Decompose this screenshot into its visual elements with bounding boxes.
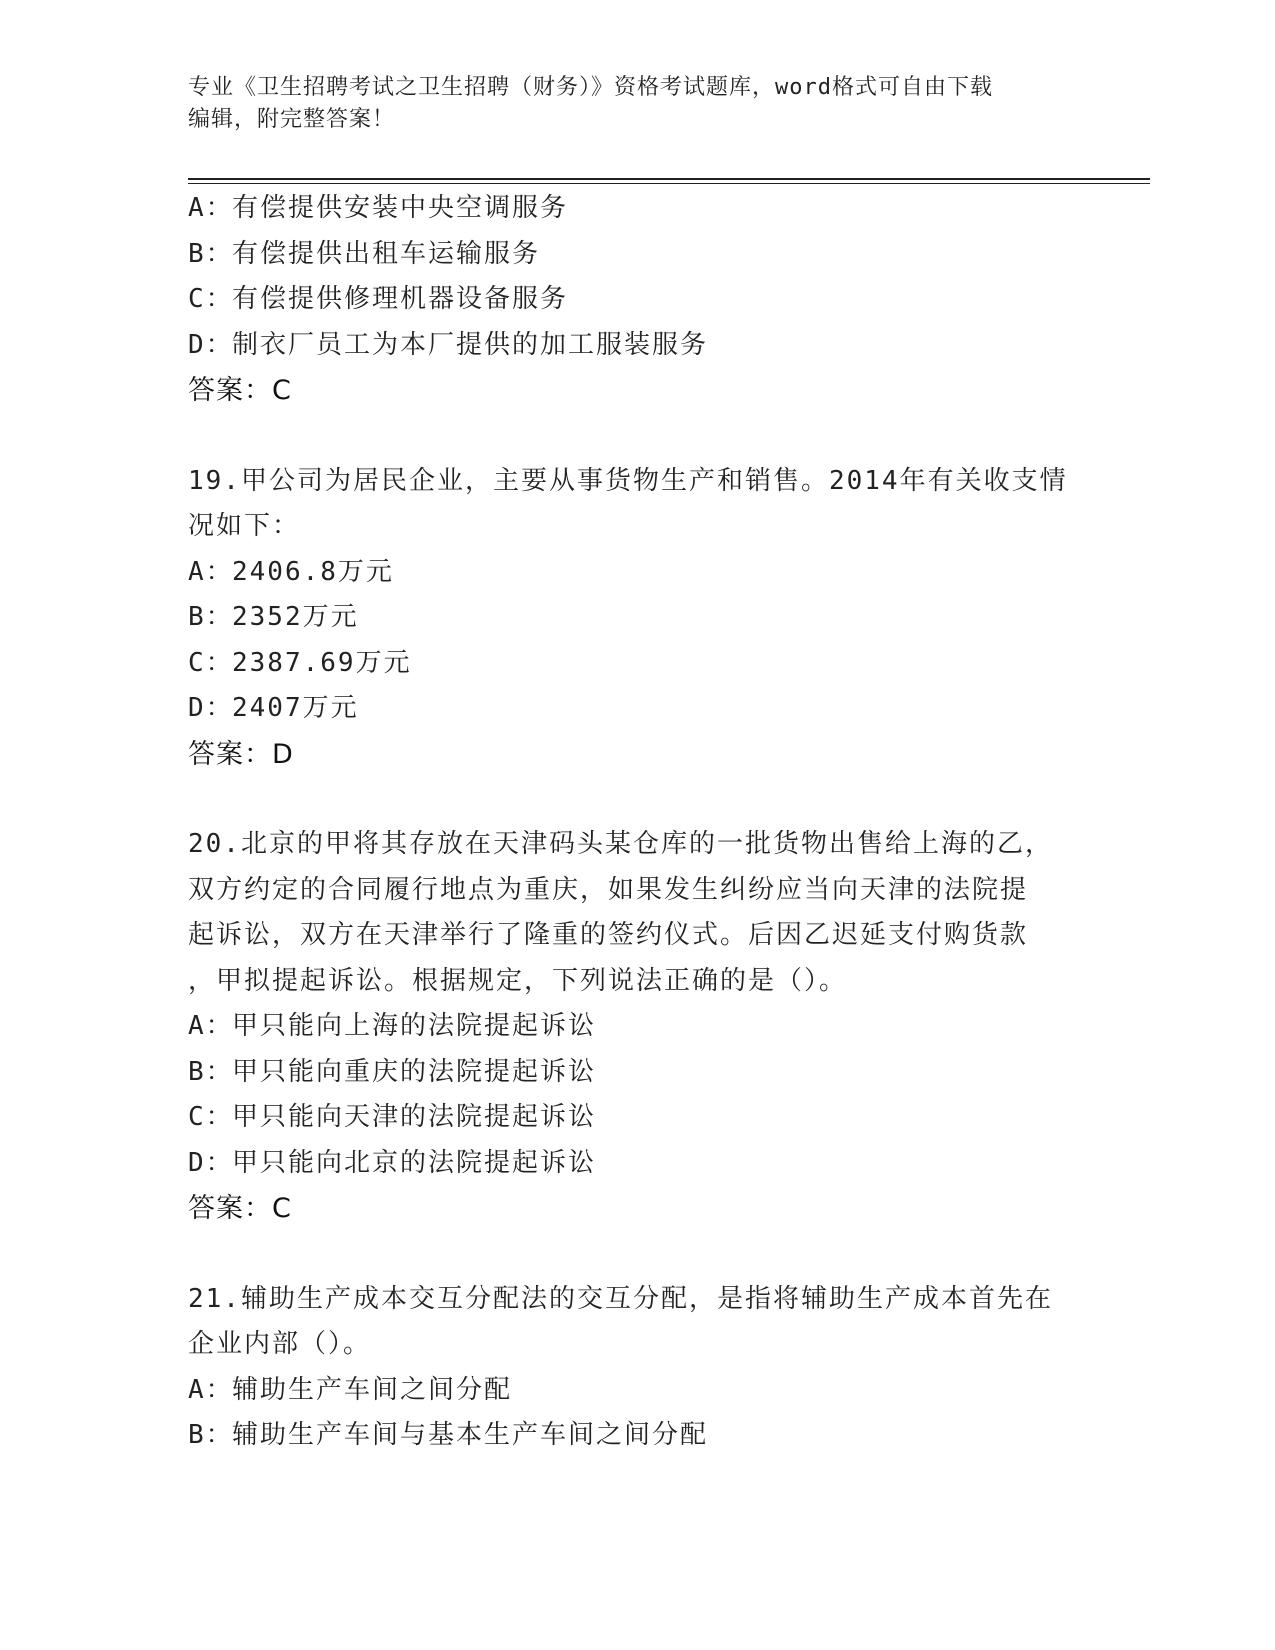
answer-line — [188, 368, 1088, 414]
question-18 — [188, 186, 1088, 414]
option-text: 2352万元 — [232, 602, 359, 632]
option-d — [188, 686, 1088, 732]
option-label: D： — [188, 693, 234, 723]
option-text: 辅助生产车间之间分配 — [232, 1374, 513, 1405]
option-c — [188, 641, 1088, 687]
answer-value: C — [272, 1193, 292, 1224]
option-text: 甲只能向上海的法院提起诉讼 — [232, 1011, 597, 1041]
question-20 — [188, 822, 1088, 1232]
option-b — [188, 595, 1088, 641]
question-stem-line: 20.北京的甲将其存放在天津码头某仓库的一批货物出售给上海的乙， — [188, 829, 1053, 859]
option-text: 甲只能向天津的法院提起诉讼 — [232, 1102, 597, 1132]
option-b — [188, 1413, 1088, 1459]
option-text: 辅助生产车间与基本生产车间之间分配 — [232, 1420, 709, 1450]
answer-line — [188, 1186, 1088, 1232]
question-21 — [188, 1277, 1088, 1459]
option-label: C： — [188, 647, 234, 678]
option-c — [188, 277, 1088, 323]
option-text: 有偿提供安装中央空调服务 — [232, 193, 569, 223]
option-label: C： — [188, 284, 234, 314]
question-stem-line: 起诉讼，双方在天津举行了隆重的签约仪式。后因乙迟延支付购货款 — [188, 920, 1029, 950]
header-divider — [188, 178, 1150, 184]
option-label: A： — [188, 193, 234, 223]
answer-label: 答案： — [188, 375, 272, 406]
page-header — [188, 72, 1108, 136]
question-content — [188, 186, 1088, 1459]
question-stem-line: 19.甲公司为居民企业，主要从事货物生产和销售。2014年有关收支情 — [188, 465, 1068, 496]
question-stem-line: ，甲拟提起诉讼。根据规定，下列说法正确的是（）。 — [188, 965, 848, 996]
option-label: D： — [188, 329, 234, 360]
answer-line — [188, 732, 1088, 778]
option-text: 有偿提供修理机器设备服务 — [232, 284, 569, 314]
option-label: B： — [188, 1420, 234, 1450]
option-label: C： — [188, 1102, 234, 1132]
question-stem-line: 企业内部（）。 — [188, 1329, 372, 1359]
option-d — [188, 323, 1088, 369]
option-b — [188, 1050, 1088, 1096]
answer-value: D — [272, 738, 294, 770]
option-text: 2406.8万元 — [232, 556, 394, 587]
option-text: 制衣厂员工为本厂提供的加工服装服务 — [232, 329, 709, 360]
option-text: 2387.69万元 — [232, 647, 412, 678]
header-line-1: 专业《卫生招聘考试之卫生招聘（财务）》资格考试题库，word格式可自由下载 — [188, 75, 993, 100]
option-a — [188, 550, 1088, 596]
option-text: 有偿提供出租车运输服务 — [232, 238, 541, 269]
option-label: B： — [188, 602, 234, 632]
answer-label: 答案： — [188, 738, 272, 770]
option-label: B： — [188, 238, 234, 269]
option-label: D： — [188, 1147, 234, 1178]
header-line-2: 编辑，附完整答案！ — [188, 107, 396, 132]
option-text: 甲只能向北京的法院提起诉讼 — [232, 1147, 597, 1178]
option-label: B： — [188, 1056, 234, 1087]
question-stem-line: 21.辅助生产成本交互分配法的交互分配，是指将辅助生产成本首先在 — [188, 1283, 1053, 1314]
option-a — [188, 186, 1088, 232]
option-label: A： — [188, 1374, 234, 1405]
option-c — [188, 1095, 1088, 1141]
answer-label: 答案： — [188, 1193, 272, 1224]
option-a — [188, 1368, 1088, 1414]
option-label: A： — [188, 1011, 234, 1041]
option-a — [188, 1004, 1088, 1050]
option-d — [188, 1141, 1088, 1187]
question-stem-line: 况如下： — [188, 511, 301, 541]
option-b — [188, 232, 1088, 278]
option-label: A： — [188, 556, 234, 587]
answer-value: C — [272, 375, 292, 406]
option-text: 甲只能向重庆的法院提起诉讼 — [232, 1056, 597, 1087]
question-stem-line: 双方约定的合同履行地点为重庆，如果发生纠纷应当向天津的法院提 — [188, 874, 1029, 905]
question-19 — [188, 459, 1088, 778]
option-text: 2407万元 — [232, 693, 359, 723]
